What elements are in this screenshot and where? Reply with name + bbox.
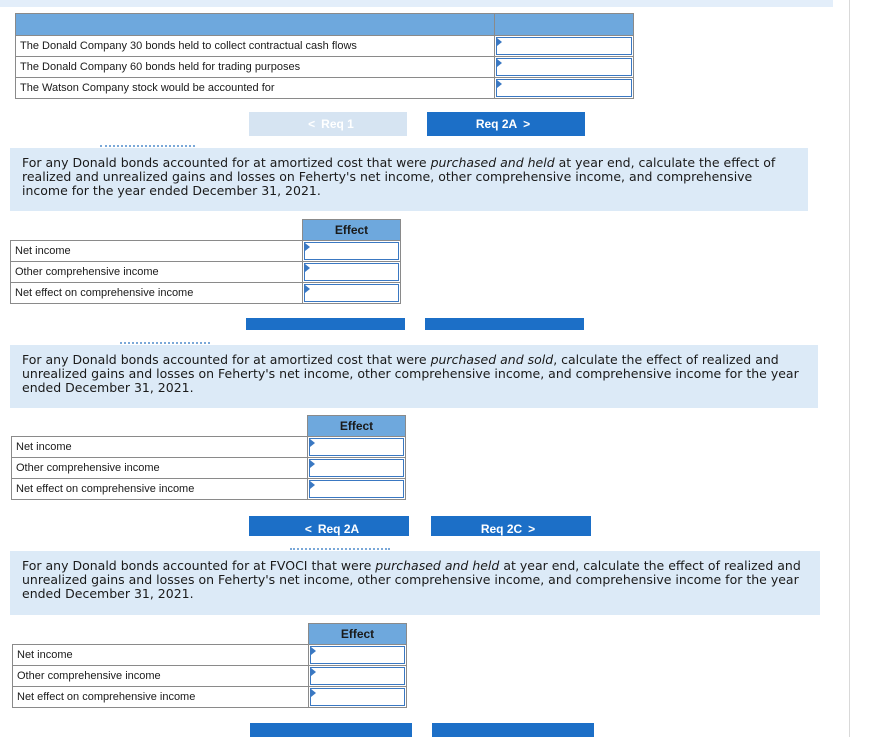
next-req-button[interactable]	[431, 516, 591, 536]
effect-input[interactable]	[308, 437, 406, 458]
answer-input[interactable]	[495, 78, 634, 99]
prev-req-label: Req 2A	[317, 522, 360, 536]
table-row	[16, 57, 634, 78]
answer-input[interactable]	[495, 57, 634, 78]
classification-header-answer	[495, 14, 634, 36]
row-label: Other comprehensive income	[13, 666, 309, 687]
next-req-button[interactable]	[427, 112, 585, 136]
table-row	[16, 78, 634, 99]
prompt-emphasis: purchased and sold	[430, 352, 554, 367]
table-row	[12, 458, 406, 479]
prompt-text: For any Donald bonds accounted for at amortized cost that were	[22, 155, 431, 170]
blank-header-cell	[13, 624, 309, 645]
dotted-divider	[100, 145, 195, 147]
question-2b-prompt	[10, 345, 818, 408]
previous-section-strip	[0, 0, 833, 7]
effect-input[interactable]	[303, 262, 401, 283]
blank-header-cell	[11, 220, 303, 241]
table-row	[11, 283, 401, 304]
effect-header-row	[12, 416, 406, 437]
prompt-text: For any Donald bonds accounted for at amortized cost that were	[22, 352, 431, 367]
answer-input[interactable]	[495, 36, 634, 57]
table-row	[12, 479, 406, 500]
row-label: Other comprehensive income	[12, 458, 308, 479]
prev-req-button[interactable]	[250, 723, 412, 737]
effect-column-header: Effect	[308, 416, 406, 437]
row-label: The Donald Company 30 bonds held to collect contractual cash flows	[16, 36, 495, 57]
prompt-emphasis: purchased and held	[375, 558, 500, 573]
table-row	[13, 666, 407, 687]
table-row	[11, 241, 401, 262]
effect-input[interactable]	[308, 458, 406, 479]
effect-input[interactable]	[303, 283, 401, 304]
next-req-button[interactable]	[425, 318, 584, 330]
effect-table-2a	[10, 219, 401, 304]
scroll-divider	[849, 0, 850, 737]
chevron-right-icon: >	[523, 117, 531, 131]
effect-column-header: Effect	[309, 624, 407, 645]
effect-header-row	[11, 220, 401, 241]
effect-input[interactable]	[309, 666, 407, 687]
chevron-right-icon: >	[528, 522, 536, 536]
row-label: Other comprehensive income	[11, 262, 303, 283]
row-label: Net effect on comprehensive income	[11, 283, 303, 304]
prev-req-button[interactable]	[249, 516, 409, 536]
next-req-label: Req 2C	[480, 522, 523, 536]
effect-input[interactable]	[308, 479, 406, 500]
blank-header-cell	[12, 416, 308, 437]
question-2c-prompt	[10, 551, 820, 615]
row-label: Net income	[13, 645, 309, 666]
prompt-text: For any Donald bonds accounted for at FVOCI that were	[22, 558, 376, 573]
prompt-text: at year end, calculate the effect of realized and unrealized gains and losses on Feherty's net income, other comprehensive income, and comprehensive income for the year ended December 31, 2021.	[22, 558, 801, 601]
prev-req-button[interactable]	[246, 318, 405, 330]
row-label: Net effect on comprehensive income	[12, 479, 308, 500]
table-row	[13, 645, 407, 666]
effect-table-2c	[12, 623, 407, 708]
row-label: The Donald Company 60 bonds held for trading purposes	[16, 57, 495, 78]
next-req-button[interactable]	[432, 723, 594, 737]
next-req-label: Req 2A	[475, 117, 518, 131]
effect-input[interactable]	[309, 687, 407, 708]
dotted-divider	[290, 548, 390, 550]
table-row	[11, 262, 401, 283]
table-row	[12, 437, 406, 458]
question-2a-prompt	[10, 148, 808, 211]
row-label: Net effect on comprehensive income	[13, 687, 309, 708]
classification-header-label	[16, 14, 495, 36]
prompt-text: at year end, calculate the effect of realized and unrealized gains and losses on Feherty's net income, other comprehensive income, and comprehensive income for the year ended December 31, 2021.	[22, 155, 776, 198]
dotted-divider	[120, 342, 210, 344]
prompt-text: , calculate the effect of realized and unrealized gains and losses on Feherty's net income, other comprehensive income, and comprehensive income for the year ended December 31, 2021.	[22, 352, 799, 395]
row-label: Net income	[12, 437, 308, 458]
effect-input[interactable]	[303, 241, 401, 262]
effect-column-header: Effect	[303, 220, 401, 241]
effect-table-2b	[11, 415, 406, 500]
effect-input[interactable]	[309, 645, 407, 666]
classification-table	[15, 13, 634, 99]
prev-req-label: Req 1	[321, 117, 354, 131]
classification-header-row	[16, 14, 634, 36]
row-label: Net income	[11, 241, 303, 262]
table-row	[13, 687, 407, 708]
effect-header-row	[13, 624, 407, 645]
prev-req-button[interactable]	[249, 112, 407, 136]
chevron-left-icon: <	[308, 117, 316, 131]
prompt-emphasis: purchased and held	[430, 155, 555, 170]
row-label: The Watson Company stock would be accounted for	[16, 78, 495, 99]
table-row	[16, 36, 634, 57]
chevron-left-icon: <	[304, 522, 312, 536]
